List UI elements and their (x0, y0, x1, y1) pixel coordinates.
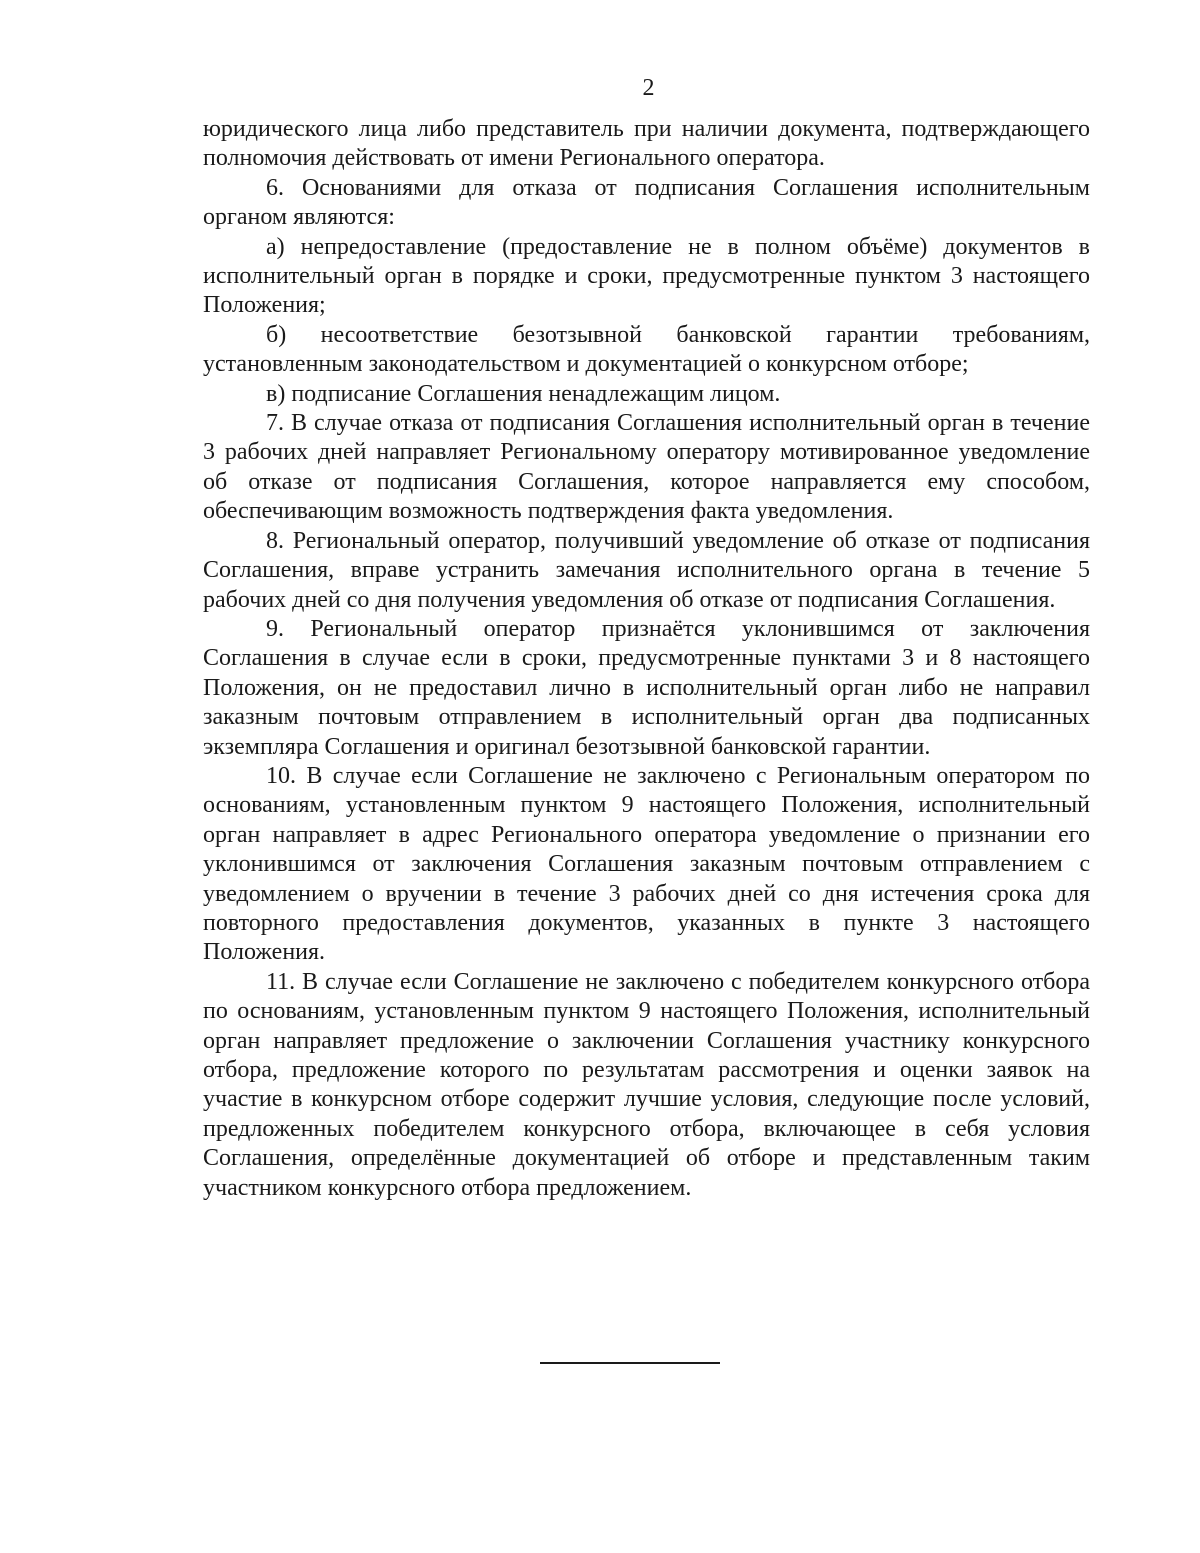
paragraph-subitem-a: а) непредоставление (предоставление не в полном объёме) документов в исполнительный орган в порядке и сроки, предусмотренные пунктом 3 настоящего Положения; (203, 233, 1090, 319)
paragraph-item-9: 9. Региональный оператор признаётся уклонившимся от заключения Соглашения в случае если в сроки, предусмотренные пунктами 3 и 8 настоящего Положения, он не предоставил лично в исполнительный орган либо не направил заказным почтовым отправлением в исполнительный орган два подписанных экземпляра Соглашения и оригинал безотзывной банковской гарантии. (203, 615, 1090, 760)
paragraph-continuation: юридического лица либо представитель при наличии документа, подтверждающего полномочия действовать от имени Регионального оператора. (203, 116, 1090, 172)
paragraph-subitem-v: в) подписание Соглашения ненадлежащим лицом. (266, 380, 781, 407)
page-number: 2 (642, 75, 655, 101)
paragraph-item-7: 7. В случае отказа от подписания Соглашения исполнительный орган в течение 3 рабочих дней направляет Региональному оператору мотивированное уведомление об отказе от подписания Соглашения, которое направляется ему способом, обеспечивающим возможность подтверждения факта уведомления. (203, 410, 1090, 525)
document-body (203, 115, 1090, 1203)
paragraph-subitem-b: б) несоответствие безотзывной банковской гарантии требованиям, установленным законодательством и документацией о конкурсном отборе; (203, 321, 1090, 378)
paragraph-item-10: 10. В случае если Соглашение не заключено с Региональным оператором по основаниям, установленным пунктом 9 настоящего Положения, исполнительный орган направляет в адрес Регионального оператора уведомление о признании его уклонившимся от заключения Соглашения заказным почтовым отправлением с уведомлением о вручении в течение 3 рабочих дней со дня истечения срока для повторного предоставления документов, указанных в пункте 3 настоящего Положения. (203, 762, 1090, 966)
paragraph-item-6: 6. Основаниями для отказа от подписания Соглашения исполнительным органом являются: (203, 174, 1090, 231)
paragraph-item-8: 8. Региональный оператор, получивший уведомление об отказе от подписания Соглашения, вправе устранить замечания исполнительного органа в течение 5 рабочих дней со дня получения уведомления об отказе от подписания Соглашения. (203, 527, 1090, 613)
end-of-document-rule (540, 1362, 720, 1364)
paragraph-item-11: 11. В случае если Соглашение не заключено с победителем конкурсного отбора по основаниям, установленным пунктом 9 настоящего Положения, исполнительный орган направляет предложение о заключении Соглашения участнику конкурсного отбора, предложение которого по результатам рассмотрения и оценки заявок на участие в конкурсном отборе содержит лучшие условия, следующие после условий, предложенных победителем конкурсного отбора, включающее в себя условия Соглашения, определённые документацией об отборе и представленным таким участником конкурсного отбора предложением. (203, 968, 1090, 1201)
